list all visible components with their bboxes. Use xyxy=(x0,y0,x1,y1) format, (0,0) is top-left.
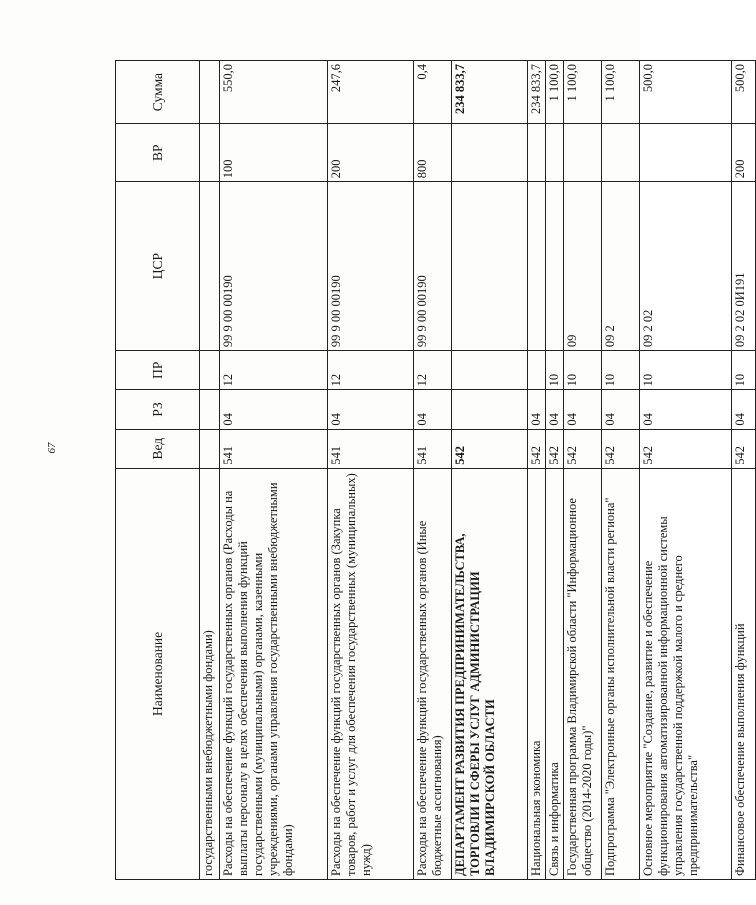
cell-pr: 12 xyxy=(414,351,452,390)
cell-ved: 542 xyxy=(640,429,732,468)
cell-vr xyxy=(564,124,602,182)
header-rz: РЗ xyxy=(116,390,200,429)
cell-ved: 541 xyxy=(328,429,414,468)
cell-name: Расходы на обеспечение функций государственных органов (Иные бюджетные ассигнования) xyxy=(414,468,452,879)
cell-csr: 99 9 00 00190 xyxy=(328,182,414,351)
cell-pr xyxy=(452,351,528,390)
cell-csr xyxy=(546,182,564,351)
cell-sum: 500,0 xyxy=(732,61,756,124)
cell-pr: 12 xyxy=(220,351,328,390)
cell-pr: 10 xyxy=(602,351,640,390)
cell-sum: 550,0 xyxy=(220,61,328,124)
table-row xyxy=(220,61,328,880)
cell-csr xyxy=(200,182,220,351)
cell-sum: 234 833,7 xyxy=(528,61,546,124)
table-header-row xyxy=(116,61,200,880)
cell-name: Основное мероприятие "Создание, развитие и обеспечение функционирования автоматизированной информационной системы управления государственной поддержкой малого и среднего предпринимательства" xyxy=(640,468,732,879)
cell-csr: 99 9 00 00190 xyxy=(220,182,328,351)
cell-ved: 542 xyxy=(546,429,564,468)
cell-pr xyxy=(528,351,546,390)
cell-name: государственными внебюджетными фондами) xyxy=(200,468,220,879)
table-row xyxy=(528,61,546,880)
cell-name: Государственная программа Владимирской области "Информационное общество (2014-2020 годы)" xyxy=(564,468,602,879)
cell-sum: 234 833,7 xyxy=(452,61,528,124)
table-row xyxy=(414,61,452,880)
cell-name: Подпрограмма "Электронные органы исполнительной власти региона" xyxy=(602,468,640,879)
cell-vr xyxy=(640,124,732,182)
cell-name: Национальная экономика xyxy=(528,468,546,879)
cell-ved xyxy=(200,429,220,468)
rotated-table-wrapper xyxy=(115,60,747,880)
cell-pr: 10 xyxy=(564,351,602,390)
cell-vr: 200 xyxy=(732,124,756,182)
cell-rz: 04 xyxy=(414,390,452,429)
cell-ved: 542 xyxy=(528,429,546,468)
cell-sum: 500,0 xyxy=(640,61,732,124)
header-sum: Сумма xyxy=(116,61,200,124)
cell-sum xyxy=(200,61,220,124)
cell-rz: 04 xyxy=(564,390,602,429)
cell-rz: 04 xyxy=(602,390,640,429)
cell-vr xyxy=(602,124,640,182)
cell-ved: 541 xyxy=(220,429,328,468)
cell-vr xyxy=(546,124,564,182)
table-row xyxy=(546,61,564,880)
cell-rz: 04 xyxy=(546,390,564,429)
cell-ved: 542 xyxy=(452,429,528,468)
cell-rz xyxy=(200,390,220,429)
cell-pr: 10 xyxy=(546,351,564,390)
cell-sum: 0,4 xyxy=(414,61,452,124)
cell-ved: 542 xyxy=(732,429,756,468)
table-row xyxy=(200,61,220,880)
cell-vr: 100 xyxy=(220,124,328,182)
cell-vr xyxy=(528,124,546,182)
cell-sum: 1 100,0 xyxy=(546,61,564,124)
table-row xyxy=(602,61,640,880)
cell-pr: 10 xyxy=(732,351,756,390)
table-row xyxy=(564,61,602,880)
cell-pr: 12 xyxy=(328,351,414,390)
cell-pr xyxy=(200,351,220,390)
budget-table xyxy=(115,60,756,880)
page-number: 67 xyxy=(46,442,58,454)
cell-csr: 09 2 02 xyxy=(640,182,732,351)
cell-name: Расходы на обеспечение функций государственных органов (Закупка товаров, работ и услуг для обеспечения государственных (муниципальных) нужд) xyxy=(328,468,414,879)
cell-rz: 04 xyxy=(328,390,414,429)
cell-name: Связь и информатика xyxy=(546,468,564,879)
cell-vr: 800 xyxy=(414,124,452,182)
cell-csr xyxy=(528,182,546,351)
table-body xyxy=(200,61,756,880)
cell-csr: 99 9 00 00190 xyxy=(414,182,452,351)
header-vr: ВР xyxy=(116,124,200,182)
cell-csr xyxy=(452,182,528,351)
cell-name: Финансовое обеспечение выполнения функций xyxy=(732,468,756,879)
cell-rz: 04 xyxy=(528,390,546,429)
cell-ved: 541 xyxy=(414,429,452,468)
header-name: Наименование xyxy=(116,468,200,879)
cell-rz xyxy=(452,390,528,429)
cell-rz: 04 xyxy=(732,390,756,429)
cell-sum: 1 100,0 xyxy=(602,61,640,124)
cell-csr: 09 2 02 0И191 xyxy=(732,182,756,351)
header-csr: ЦСР xyxy=(116,182,200,351)
cell-ved: 542 xyxy=(602,429,640,468)
cell-name: ДЕПАРТАМЕНТ РАЗВИТИЯ ПРЕДПРИНИМАТЕЛЬСТВА, ТОРГОВЛИ И СФЕРЫ УСЛУГ АДМИНИСТРАЦИИ ВЛАДИМИРСКОЙ ОБЛАСТИ xyxy=(452,468,528,879)
table-row xyxy=(328,61,414,880)
cell-sum: 247,6 xyxy=(328,61,414,124)
cell-sum: 1 100,0 xyxy=(564,61,602,124)
cell-csr: 09 2 xyxy=(602,182,640,351)
cell-csr: 09 xyxy=(564,182,602,351)
table-row xyxy=(732,61,756,880)
cell-rz: 04 xyxy=(220,390,328,429)
cell-rz: 04 xyxy=(640,390,732,429)
cell-name: Расходы на обеспечение функций государственных органов (Расходы на выплаты персоналу в целях обеспечения выполнения функций государственными (муниципальными) органами, казенными учреждениями, органами управления государственными внебюджетными фондами) xyxy=(220,468,328,879)
header-ved: Вед xyxy=(116,429,200,468)
table-row xyxy=(640,61,732,880)
table-row xyxy=(452,61,528,880)
cell-vr xyxy=(452,124,528,182)
cell-ved: 542 xyxy=(564,429,602,468)
cell-vr xyxy=(200,124,220,182)
header-pr: ПР xyxy=(116,351,200,390)
cell-pr: 10 xyxy=(640,351,732,390)
cell-vr: 200 xyxy=(328,124,414,182)
